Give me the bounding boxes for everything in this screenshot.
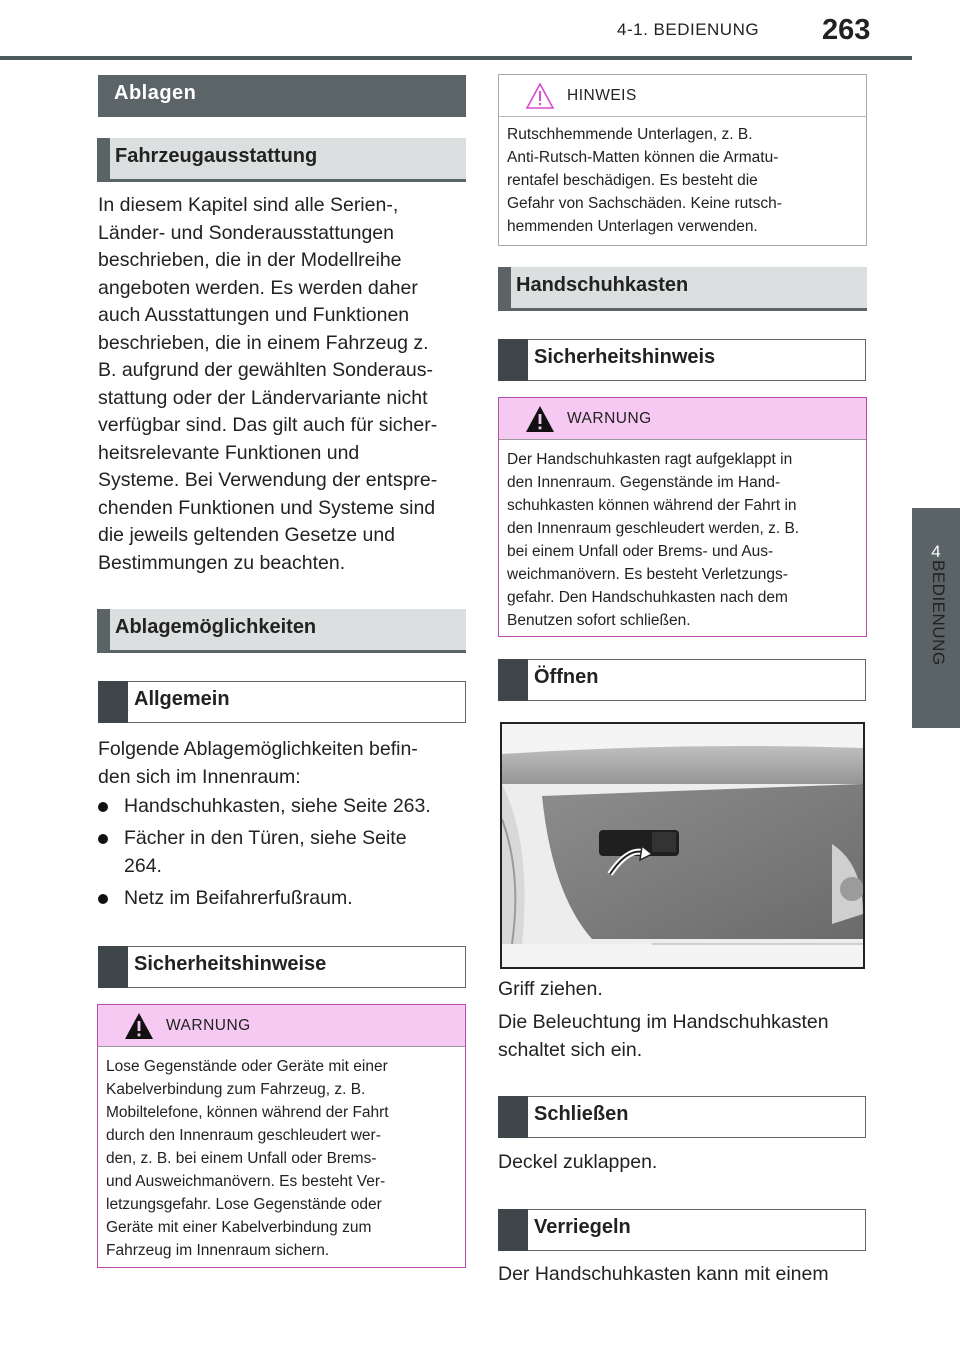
text-line: Länder- und Sonderausstattungen (98, 221, 394, 244)
text-line: Fächer in den Türen, siehe Seite (124, 827, 407, 849)
text-line: Handschuhkasten, siehe Seite 263. (124, 795, 431, 817)
warning-text (98, 1047, 465, 1267)
text-line: auch Ausstattungen und Funktionen (98, 304, 410, 326)
bullet-icon (98, 894, 108, 904)
text-line: stattung oder der Ländervariante nicht (98, 386, 428, 409)
text-line: schaltet sich ein. (498, 1038, 643, 1061)
warning-text (499, 440, 866, 636)
heading-sicherheitshinweis-label: Sicherheitshinweis (534, 346, 716, 368)
text-line: den sich im Innenraum: (98, 765, 301, 788)
text-line: In diesem Kapitel sind alle Serien-, (98, 194, 399, 216)
heading-schliessen (498, 1096, 866, 1138)
heading-allgemein-label: Allgemein (134, 688, 230, 710)
heading-ablagen: Ablagen (98, 75, 466, 117)
text-line: und Ausweichmanövern. Es besteht Ver- (106, 1173, 386, 1190)
text-line: Geräte mit einer Kabelverbindung zum (106, 1219, 372, 1236)
oeffnen-step: Griff ziehen. (498, 978, 603, 1000)
verriegeln-text: Der Handschuhkasten kann mit einem (498, 1263, 829, 1285)
text-line: bei einem Unfall oder Brems- und Aus- (507, 543, 774, 560)
intro-paragraph (98, 192, 468, 577)
note-header (499, 75, 866, 117)
text-line: Anti-Rutsch-Matten können die Armatu- (507, 149, 779, 166)
heading-oeffnen (498, 659, 866, 701)
text-line: Lose Gegenstände oder Geräte mit einer (106, 1058, 388, 1075)
list-item (98, 793, 468, 821)
bullet-icon (98, 834, 108, 844)
heading-verriegeln-label: Verriegeln (534, 1216, 631, 1238)
chapter-tab-number: 4 (931, 542, 941, 561)
note-title: HINWEIS (567, 87, 637, 104)
heading-ablagemoeglichkeiten: Ablagemöglichkeiten (97, 609, 466, 653)
warning-title: WARNUNG (166, 1017, 251, 1034)
heading-oeffnen-label: Öffnen (534, 666, 599, 688)
text-line: verfügbar sind. Das gilt auch für sicher- (98, 414, 438, 436)
text-line: letzungsgefahr. Lose Gegenstände oder (106, 1196, 382, 1213)
allgemein-paragraph (98, 736, 468, 791)
text-line: Systeme. Bei Verwendung der entspre- (98, 469, 438, 491)
text-line: angeboten werden. Es werden daher (98, 276, 418, 299)
warning-triangle-icon (525, 405, 555, 438)
schliessen-step: Deckel zuklappen. (498, 1151, 658, 1173)
warning-triangle-icon (124, 1012, 154, 1045)
text-line: Netz im Beifahrerfußraum. (124, 887, 353, 909)
warning-box (97, 1004, 466, 1268)
text-line: gefahr. Den Handschuhkasten nach dem (507, 589, 788, 606)
heading-sicherheitshinweise (98, 946, 466, 988)
heading-fahrzeugausstattung: Fahrzeugausstattung (97, 138, 466, 182)
text-line: die jeweils geltenden Gesetze und (98, 524, 396, 546)
text-line: weichmanövern. Es besteht Verletzungs- (507, 566, 788, 583)
heading-schliessen-label: Schließen (534, 1103, 629, 1125)
warning-title: WARNUNG (567, 410, 652, 427)
chapter-tab-label: BEDIENUNG (929, 560, 948, 666)
text-line: Der Handschuhkasten ragt aufgeklappt in (507, 451, 793, 468)
text-line: den Innenraum. Gegenstände im Hand- (507, 474, 781, 491)
running-header-section: 4-1. BEDIENUNG (617, 20, 760, 39)
text-line: hemmenden Unterlagen verwenden. (507, 218, 758, 235)
text-line: den Innenraum geschleudert werden, z. B. (507, 520, 800, 537)
note-text (499, 117, 866, 238)
page-number: 263 (822, 14, 871, 46)
text-line: B. aufgrund der gewählten Sonderaus- (98, 359, 433, 381)
heading-allgemein (98, 681, 466, 723)
glovebox-photo (500, 722, 865, 969)
text-line: Fahrzeug im Innenraum sichern. (106, 1242, 330, 1259)
text-line: beschrieben, die in einem Fahrzeug z. (98, 331, 429, 354)
note-box (498, 74, 867, 246)
oeffnen-result (498, 1009, 868, 1064)
header-rule (0, 56, 912, 60)
list-item (98, 885, 468, 913)
note-triangle-icon (525, 82, 555, 115)
heading-sicherheitshinweise-label: Sicherheitshinweise (134, 953, 327, 975)
warning-header (98, 1005, 465, 1047)
text-line: Gefahr von Sachschäden. Keine rutsch- (507, 195, 782, 212)
heading-handschuhkasten: Handschuhkasten (498, 267, 867, 311)
list-item (98, 825, 468, 880)
text-line: rentafel beschädigen. Es besteht die (507, 172, 758, 189)
text-line: Die Beleuchtung im Handschuhkasten (498, 1011, 829, 1033)
text-line: Kabelverbindung zum Fahrzeug, z. B. (106, 1081, 366, 1098)
heading-verriegeln (498, 1209, 866, 1251)
text-line: heitsrelevante Funktionen und (98, 441, 360, 464)
text-line: Bestimmungen zu beachten. (98, 551, 346, 574)
text-line: Rutschhemmende Unterlagen, z. B. (507, 126, 753, 143)
warning-header (499, 398, 866, 440)
text-line: chenden Funktionen und Systeme sind (98, 496, 436, 519)
text-line: Benutzen sofort schließen. (507, 612, 691, 629)
bullet-icon (98, 802, 108, 812)
text-line: 264. (124, 854, 162, 877)
heading-sicherheitshinweis (498, 339, 866, 381)
text-line: beschrieben, die in der Modellreihe (98, 249, 402, 271)
text-line: den, z. B. bei einem Unfall oder Brems- (106, 1150, 377, 1167)
warning-box (498, 397, 867, 637)
text-line: Folgende Ablagemöglichkeiten befin- (98, 738, 418, 760)
text-line: Mobiltelefone, können während der Fahrt (106, 1104, 389, 1121)
text-line: schuhkasten können während der Fahrt in (507, 497, 797, 514)
text-line: durch den Innenraum geschleudert wer- (106, 1127, 381, 1144)
